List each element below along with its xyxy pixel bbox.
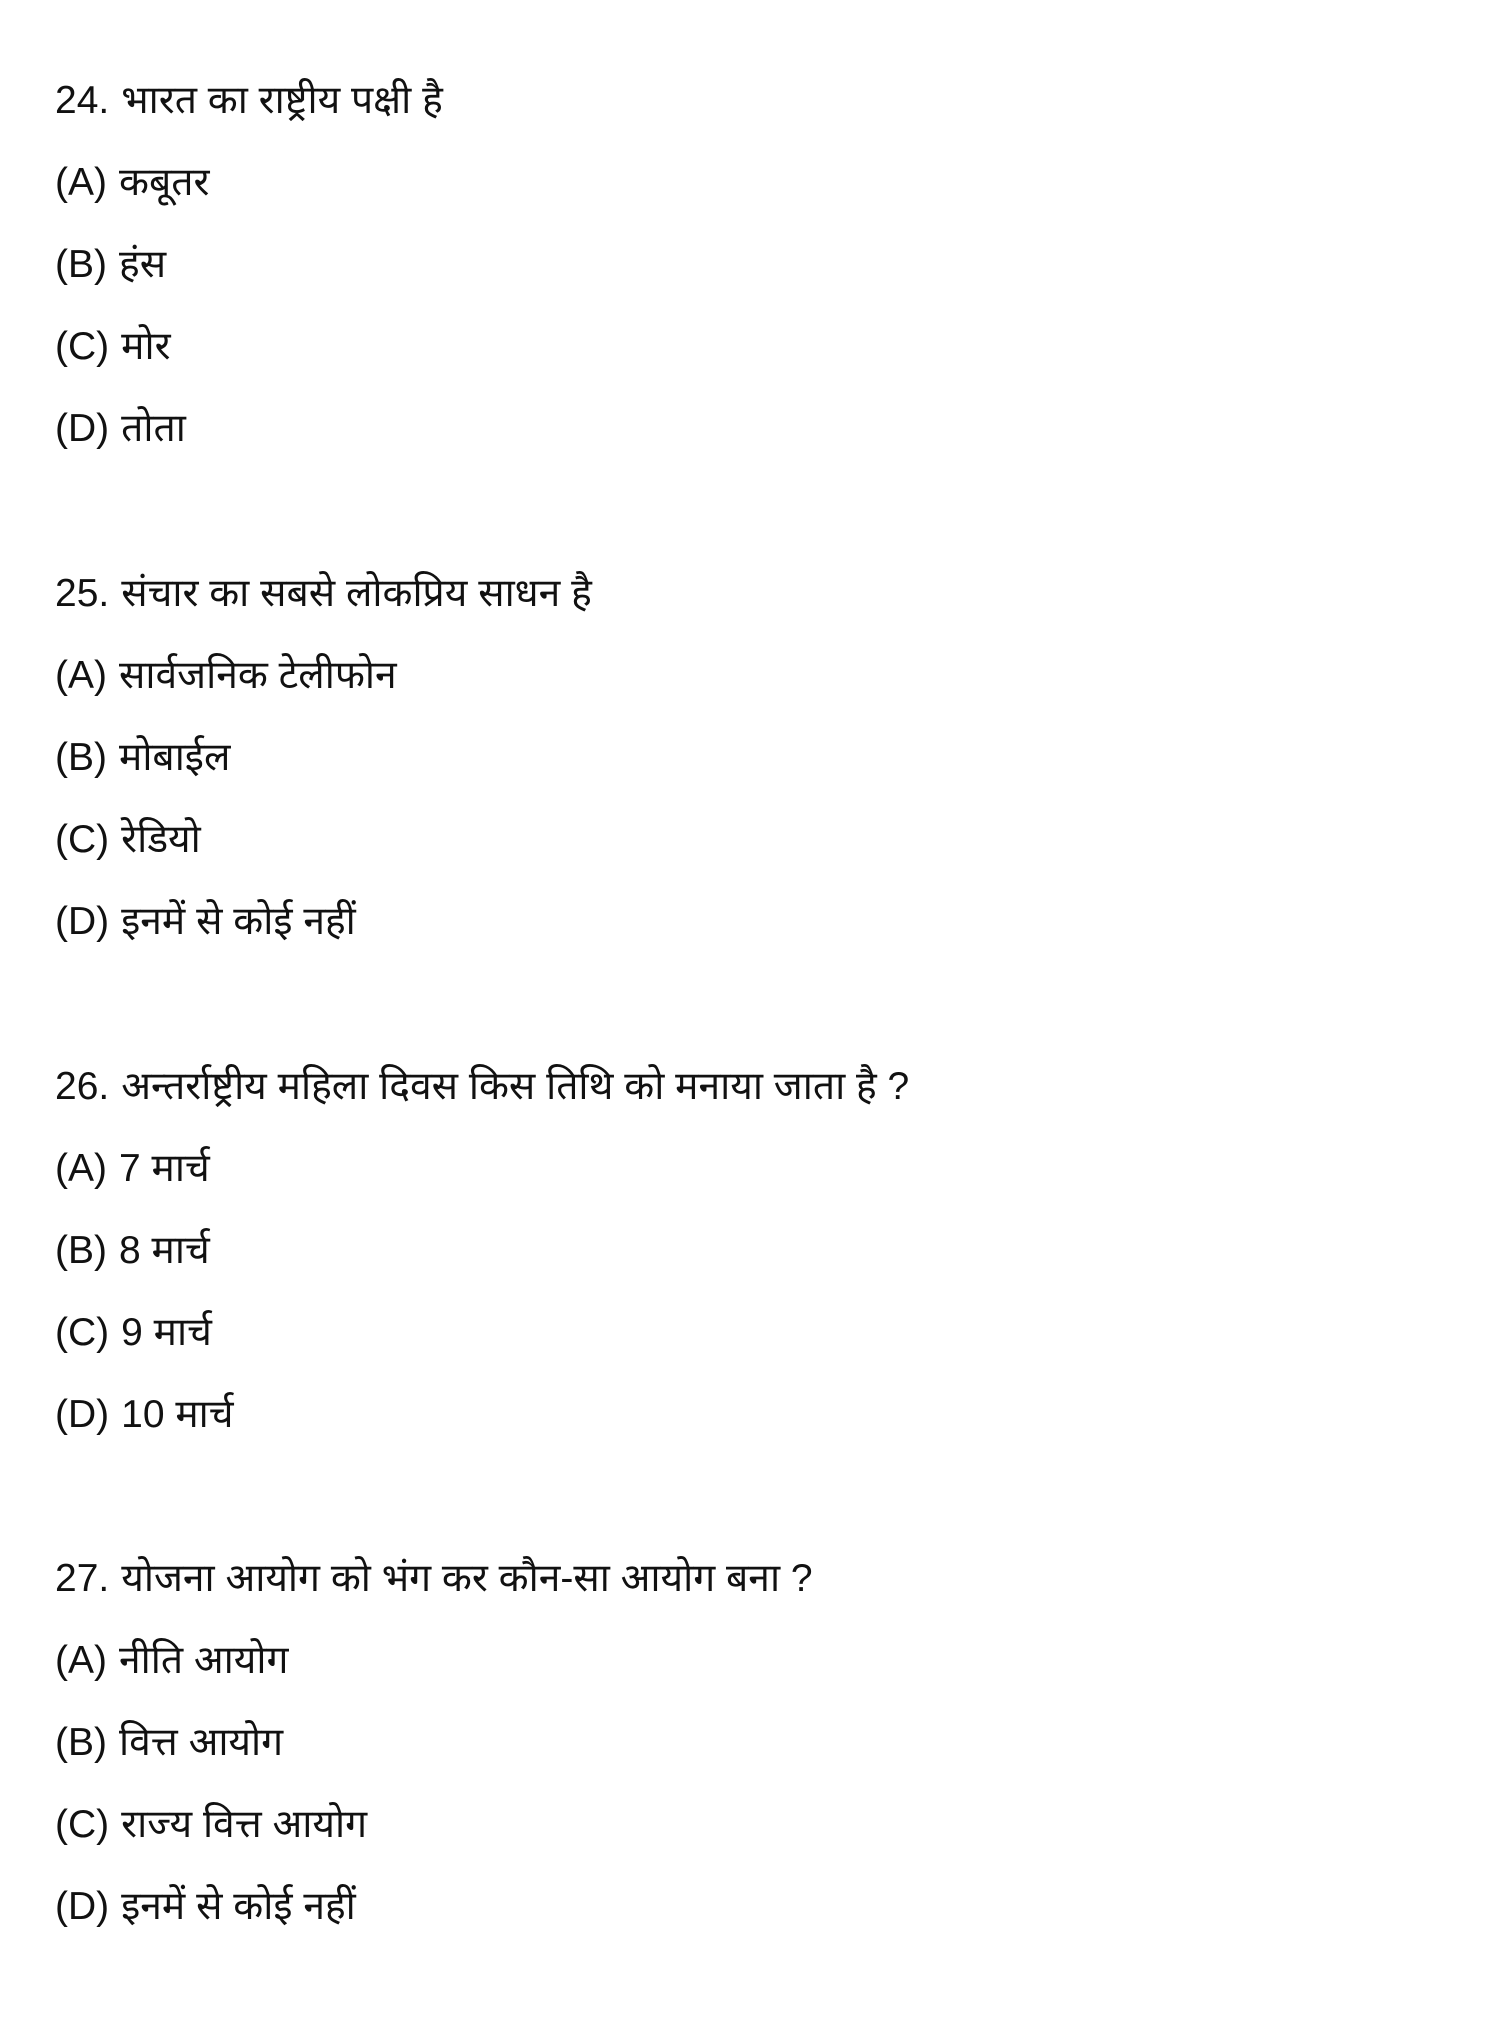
question-text xyxy=(55,1538,813,1620)
option-c xyxy=(55,306,443,388)
option-label: (D) xyxy=(55,1393,110,1436)
option-text: मोर xyxy=(121,325,171,368)
option-label: (D) xyxy=(55,1885,110,1928)
question-text xyxy=(55,60,443,142)
option-label: (C) xyxy=(55,818,110,861)
option-text: मोबाईल xyxy=(119,736,231,779)
option-label: (D) xyxy=(55,407,110,450)
option-label: (B) xyxy=(55,1229,107,1272)
option-a xyxy=(55,142,443,224)
option-label: (A) xyxy=(55,1147,107,1190)
option-text: रेडियो xyxy=(121,818,201,861)
option-label: (B) xyxy=(55,736,107,779)
option-text: कबूतर xyxy=(119,161,210,204)
option-b xyxy=(55,224,443,306)
question-stem: संचार का सबसे लोकप्रिय साधन है xyxy=(121,572,592,615)
option-text: सार्वजनिक टेलीफोन xyxy=(119,654,397,697)
option-c xyxy=(55,1292,909,1374)
option-label: (C) xyxy=(55,325,110,368)
option-label: (D) xyxy=(55,900,110,943)
option-label: (C) xyxy=(55,1803,110,1846)
question-24 xyxy=(55,60,443,470)
question-stem: भारत का राष्ट्रीय पक्षी है xyxy=(121,79,443,122)
question-25 xyxy=(55,553,592,963)
option-text: राज्य वित्त आयोग xyxy=(121,1803,368,1846)
option-text: इनमें से कोई नहीं xyxy=(121,900,356,943)
question-text xyxy=(55,1046,909,1128)
option-label: (A) xyxy=(55,161,107,204)
option-text: 9 मार्च xyxy=(121,1311,212,1354)
question-stem: योजना आयोग को भंग कर कौन-सा आयोग बना ? xyxy=(121,1557,813,1600)
option-d xyxy=(55,881,592,963)
question-number: 24. xyxy=(55,79,110,122)
option-d xyxy=(55,1374,909,1456)
question-number: 27. xyxy=(55,1557,110,1600)
option-text: वित्त आयोग xyxy=(119,1721,284,1764)
option-text: इनमें से कोई नहीं xyxy=(121,1885,356,1928)
option-d xyxy=(55,388,443,470)
question-stem: अन्तर्राष्ट्रीय महिला दिवस किस तिथि को मनाया जाता है ? xyxy=(121,1065,910,1108)
option-a xyxy=(55,1128,909,1210)
option-b xyxy=(55,1702,813,1784)
option-a xyxy=(55,1620,813,1702)
option-b xyxy=(55,717,592,799)
option-text: 10 मार्च xyxy=(121,1393,234,1436)
option-c xyxy=(55,1784,813,1866)
question-text xyxy=(55,553,592,635)
question-number: 26. xyxy=(55,1065,110,1108)
option-text: नीति आयोग xyxy=(119,1639,289,1682)
option-text: 7 मार्च xyxy=(119,1147,210,1190)
option-b xyxy=(55,1210,909,1292)
option-label: (B) xyxy=(55,243,107,286)
question-27 xyxy=(55,1538,813,1948)
question-number: 25. xyxy=(55,572,110,615)
option-a xyxy=(55,635,592,717)
option-c xyxy=(55,799,592,881)
option-text: तोता xyxy=(121,407,186,450)
option-label: (A) xyxy=(55,1639,107,1682)
question-26 xyxy=(55,1046,909,1456)
option-label: (A) xyxy=(55,654,107,697)
option-text: हंस xyxy=(119,243,167,286)
option-label: (C) xyxy=(55,1311,110,1354)
option-label: (B) xyxy=(55,1721,107,1764)
option-d xyxy=(55,1866,813,1948)
option-text: 8 मार्च xyxy=(119,1229,210,1272)
